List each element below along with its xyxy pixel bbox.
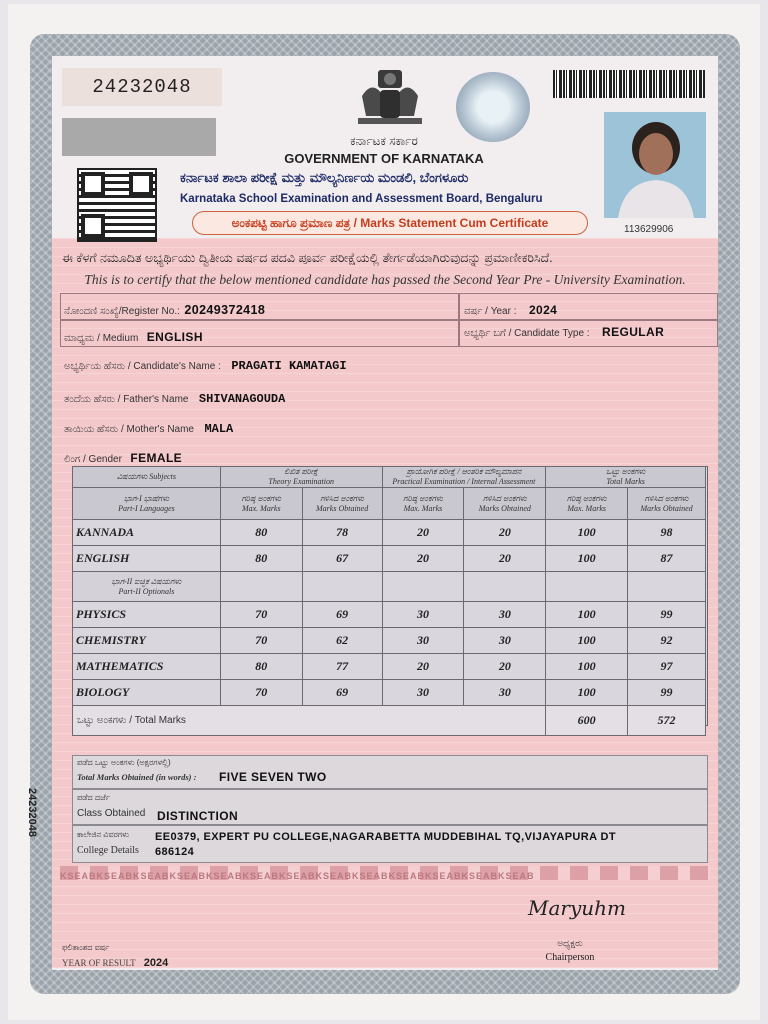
practical-obt-kn: ಗಳಿಸಿದ ಅಂಕಗಳು — [482, 493, 527, 503]
subject-name: MATHEMATICS — [73, 654, 221, 680]
cert-title-kannada: ಅಂಕಪಟ್ಟಿ ಹಾಗೂ ಪ್ರಮಾಣ ಪತ್ರ — [231, 216, 351, 230]
subject-name: PHYSICS — [73, 602, 221, 628]
candidate-name-label: ಅಭ್ಯರ್ಥಿಯ ಹೆಸರು / Candidate's Name : — [64, 361, 221, 372]
marks-row — [73, 546, 706, 572]
class-label: Class Obtained — [77, 808, 146, 819]
college-row — [72, 825, 708, 863]
theory-obtained: 67 — [302, 546, 382, 572]
practical-obtained: 30 — [464, 680, 546, 706]
words-label: Total Marks Obtained (in words) : — [77, 772, 197, 782]
college-details-line1: EE0379, EXPERT PU COLLEGE,NAGARABETTA MUDDEBIHAL TQ,VIJAYAPURA DT — [155, 831, 616, 843]
theory-max: 80 — [220, 546, 302, 572]
total-obt-header — [628, 488, 706, 520]
mother-name-label: ತಾಯಿಯ ಹೆಸರು / Mother's Name — [64, 424, 194, 435]
theory-obt-en: Marks Obtained — [316, 503, 369, 513]
gender-label: ಲಿಂಗ / Gender — [64, 454, 122, 465]
board-english: Karnataka School Examination and Assessment Board, Bengaluru — [180, 193, 543, 205]
total-obtained-value: 572 — [628, 706, 706, 736]
part2-header-kn: ಭಾಗ-II ಐಚ್ಛಿಕ ವಿಷಯಗಳು — [111, 576, 182, 586]
serial-number: 24232048 — [62, 68, 222, 106]
total-max-header — [546, 488, 628, 520]
side-serial-text: 24232048 — [26, 788, 38, 837]
practical-obt-header — [464, 488, 546, 520]
theory-obt-header — [302, 488, 382, 520]
security-strip — [60, 866, 710, 880]
marks-in-words: FIVE SEVEN TWO — [219, 770, 327, 784]
practical-header-kn: ಪ್ರಾಯೋಗಿಕ ಪರೀಕ್ಷೆ / ಆಂತರಿಕ ಮೌಲ್ಯಮಾಪನ — [406, 467, 522, 476]
part1-header-kn: ಭಾಗ-I ಭಾಷೆಗಳು — [123, 493, 170, 503]
certify-kannada: ಈ ಕೆಳಗೆ ನಮೂದಿತ ಅಭ್ಯರ್ಥಿಯು ದ್ವಿತೀಯ ವರ್ಷದ ಪದವಿ ಪೂರ್ವ ಪರೀಕ್ಷೆಯಲ್ಲಿ ತೇರ್ಗಡೆಯಾಗಿರುವುದನ್ನು ಪ್ರಮಾಣೀಕರಿಸಿದೆ. — [62, 251, 553, 265]
year-field — [464, 301, 557, 319]
total-obtained: 98 — [628, 520, 706, 546]
qr-finder-icon — [81, 172, 105, 196]
total-max-value: 600 — [546, 706, 628, 736]
theory-obtained: 77 — [302, 654, 382, 680]
chairperson-kn: ಅಧ್ಯಕ್ಷರು — [557, 938, 583, 948]
marks-row — [73, 602, 706, 628]
practical-max-header — [382, 488, 464, 520]
total-header-kn: ಒಟ್ಟು ಅಂಕಗಳು — [605, 467, 646, 476]
theory-header — [220, 467, 382, 488]
practical-max: 20 — [382, 654, 464, 680]
govt-english: GOVERNMENT OF KARNATAKA — [284, 151, 484, 166]
state-emblem-icon — [352, 66, 428, 128]
practical-obtained: 30 — [464, 628, 546, 654]
candidate-type-value: REGULAR — [602, 325, 665, 339]
mother-name: MALA — [204, 422, 234, 436]
class-value: DISTINCTION — [157, 809, 239, 823]
total-max: 100 — [546, 546, 628, 572]
marks-row — [73, 654, 706, 680]
words-label-kn: ಪಡೆದ ಒಟ್ಟು ಅಂಕಗಳು (ಅಕ್ಷರಗಳಲ್ಲಿ) — [77, 758, 171, 767]
total-obt-kn: ಗಳಿಸಿದ ಅಂಕಗಳು — [644, 493, 689, 503]
theory-max-header — [220, 488, 302, 520]
total-obtained: 87 — [628, 546, 706, 572]
part2-header-en: Part-II Optionals — [118, 586, 175, 596]
total-obt-en: Marks Obtained — [640, 503, 693, 513]
candidate-name-field — [64, 356, 347, 374]
part1-header-en: Part-I Languages — [118, 503, 175, 513]
theory-max: 80 — [220, 520, 302, 546]
register-label: ನೋಂದಣಿ ಸಂಖ್ಯೆ/Register No.: — [64, 306, 180, 317]
side-serial-number — [22, 788, 42, 848]
practical-obtained: 30 — [464, 602, 546, 628]
practical-max-en: Max. Marks — [403, 503, 443, 513]
father-name-label: ತಂದೆಯ ಹೆಸರು / Father's Name — [64, 394, 189, 405]
theory-header-kn: ಲಿಖಿತ ಪರೀಕ್ಷೆ — [284, 467, 319, 476]
marks-table — [72, 466, 706, 736]
result-year-value: 2024 — [143, 957, 169, 969]
theory-max: 70 — [220, 680, 302, 706]
total-max: 100 — [546, 680, 628, 706]
total-obtained: 99 — [628, 680, 706, 706]
father-name: SHIVANAGOUDA — [198, 392, 286, 406]
result-year-field — [62, 957, 168, 969]
cert-title-english: / Marks Statement Cum Certificate — [353, 216, 549, 230]
class-row — [72, 789, 708, 825]
subject-name: KANNADA — [73, 520, 221, 546]
certify-english: This is to certify that the below mentioned candidate has passed the Second Year Pre - University Examination. — [84, 272, 686, 287]
row-divider — [458, 293, 460, 347]
chairperson-label: Chairperson — [545, 952, 595, 963]
practical-obtained: 20 — [464, 520, 546, 546]
table-spacer — [302, 572, 382, 602]
practical-header — [382, 467, 546, 488]
practical-max: 30 — [382, 680, 464, 706]
marks-row — [73, 628, 706, 654]
register-field — [64, 301, 265, 319]
table-spacer — [628, 572, 706, 602]
table-spacer — [382, 572, 464, 602]
subject-name: ENGLISH — [73, 546, 221, 572]
total-max-en: Max. Marks — [567, 503, 606, 513]
practical-max: 30 — [382, 628, 464, 654]
marks-row — [73, 680, 706, 706]
theory-max: 70 — [220, 602, 302, 628]
total-max: 100 — [546, 654, 628, 680]
table-spacer — [220, 572, 302, 602]
theory-max: 70 — [220, 628, 302, 654]
certificate-number: 113629906 — [624, 224, 674, 235]
candidate-type-label: ಅಭ್ಯರ್ಥಿ ಬಗೆ / Candidate Type : — [464, 328, 590, 339]
total-max: 100 — [546, 628, 628, 654]
board-kannada: ಕರ್ನಾಟಕ ಶಾಲಾ ಪರೀಕ್ಷೆ ಮತ್ತು ಮೌಲ್ಯನಿರ್ಣಯ ಮಂಡಲಿ, ಬೆಂಗಳೂರು — [180, 170, 469, 185]
result-year-label-kn: ಫಲಿತಾಂಶದ ವರ್ಷ — [62, 943, 110, 952]
total-max: 100 — [546, 602, 628, 628]
medium-value: ENGLISH — [146, 330, 203, 344]
total-max: 100 — [546, 520, 628, 546]
theory-max-en: Max. Marks — [241, 503, 281, 513]
mother-name-field — [64, 419, 233, 437]
practical-obt-en: Marks Obtained — [478, 503, 531, 513]
qr-finder-icon — [81, 214, 105, 238]
year-label: ವರ್ಷ / Year : — [464, 306, 517, 317]
theory-obtained: 69 — [302, 680, 382, 706]
theory-max-kn: ಗರಿಷ್ಠ ಅಂಕಗಳು — [241, 493, 282, 503]
gender-value: FEMALE — [130, 451, 183, 465]
medium-field — [64, 328, 203, 346]
practical-max-kn: ಗರಿಷ್ಠ ಅಂಕಗಳು — [403, 493, 443, 503]
total-obtained: 97 — [628, 654, 706, 680]
register-number: 20249372418 — [184, 303, 266, 317]
qr-finder-icon — [129, 172, 153, 196]
subject-name: BIOLOGY — [73, 680, 221, 706]
part2-header — [73, 572, 221, 602]
subject-name: CHEMISTRY — [73, 628, 221, 654]
marks-row — [73, 520, 706, 546]
theory-obtained: 78 — [302, 520, 382, 546]
table-spacer — [464, 572, 546, 602]
father-name-field — [64, 389, 285, 407]
chairperson-signature: Maryuhm — [528, 896, 626, 920]
medium-label: ಮಾಧ್ಯಮ / Medium — [64, 333, 139, 344]
certificate-title — [192, 211, 588, 235]
theory-obt-kn: ಗಳಿಸಿದ ಅಂಕಗಳು — [320, 493, 364, 503]
theory-header-en: Theory Examination — [268, 477, 334, 486]
subjects-header: ವಿಷಯಗಳು Subjects — [73, 467, 221, 488]
barcode — [553, 70, 705, 98]
total-obtained: 92 — [628, 628, 706, 654]
total-obtained: 99 — [628, 602, 706, 628]
gender-field — [64, 449, 182, 467]
practical-obtained: 20 — [464, 654, 546, 680]
security-strip-text: KSEABKSEABKSEABKSEABKSEABKSEABKSEABKSEABKSEABKSEABKSEABKSEABKSEAB — [60, 871, 535, 880]
total-header-en: Total Marks — [606, 477, 645, 486]
theory-obtained: 69 — [302, 602, 382, 628]
candidate-type-field — [464, 323, 664, 341]
practical-obtained: 20 — [464, 546, 546, 572]
candidate-name: PRAGATI KAMATAGI — [231, 359, 347, 373]
govt-kannada: ಕರ್ನಾಟಕ ಸರ್ಕಾರ — [350, 134, 418, 148]
practical-max: 30 — [382, 602, 464, 628]
total-header — [546, 467, 706, 488]
practical-header-en: Practical Examination / Internal Assessment — [392, 477, 536, 486]
total-marks-label: ಒಟ್ಟು ಅಂಕಗಳು / Total Marks — [73, 706, 546, 736]
class-label-kn: ಪಡೆದ ದರ್ಜೆ — [77, 793, 110, 802]
practical-max: 20 — [382, 546, 464, 572]
college-details-line2: 686124 — [155, 846, 195, 858]
part1-header — [73, 488, 221, 520]
college-label: College Details — [77, 845, 139, 856]
table-spacer — [546, 572, 628, 602]
hologram-seal — [456, 72, 530, 142]
theory-max: 80 — [220, 654, 302, 680]
college-label-kn: ಕಾಲೇಜಿನ ವಿವರಗಳು — [77, 830, 130, 839]
year-value: 2024 — [528, 303, 558, 317]
result-year-label: YEAR OF RESULT — [62, 958, 136, 968]
practical-max: 20 — [382, 520, 464, 546]
theory-obtained: 62 — [302, 628, 382, 654]
total-max-kn: ಗರಿಷ್ಠ ಅಂಕಗಳು — [566, 493, 607, 503]
marks-in-words-row — [72, 755, 708, 789]
qr-code — [77, 168, 157, 242]
